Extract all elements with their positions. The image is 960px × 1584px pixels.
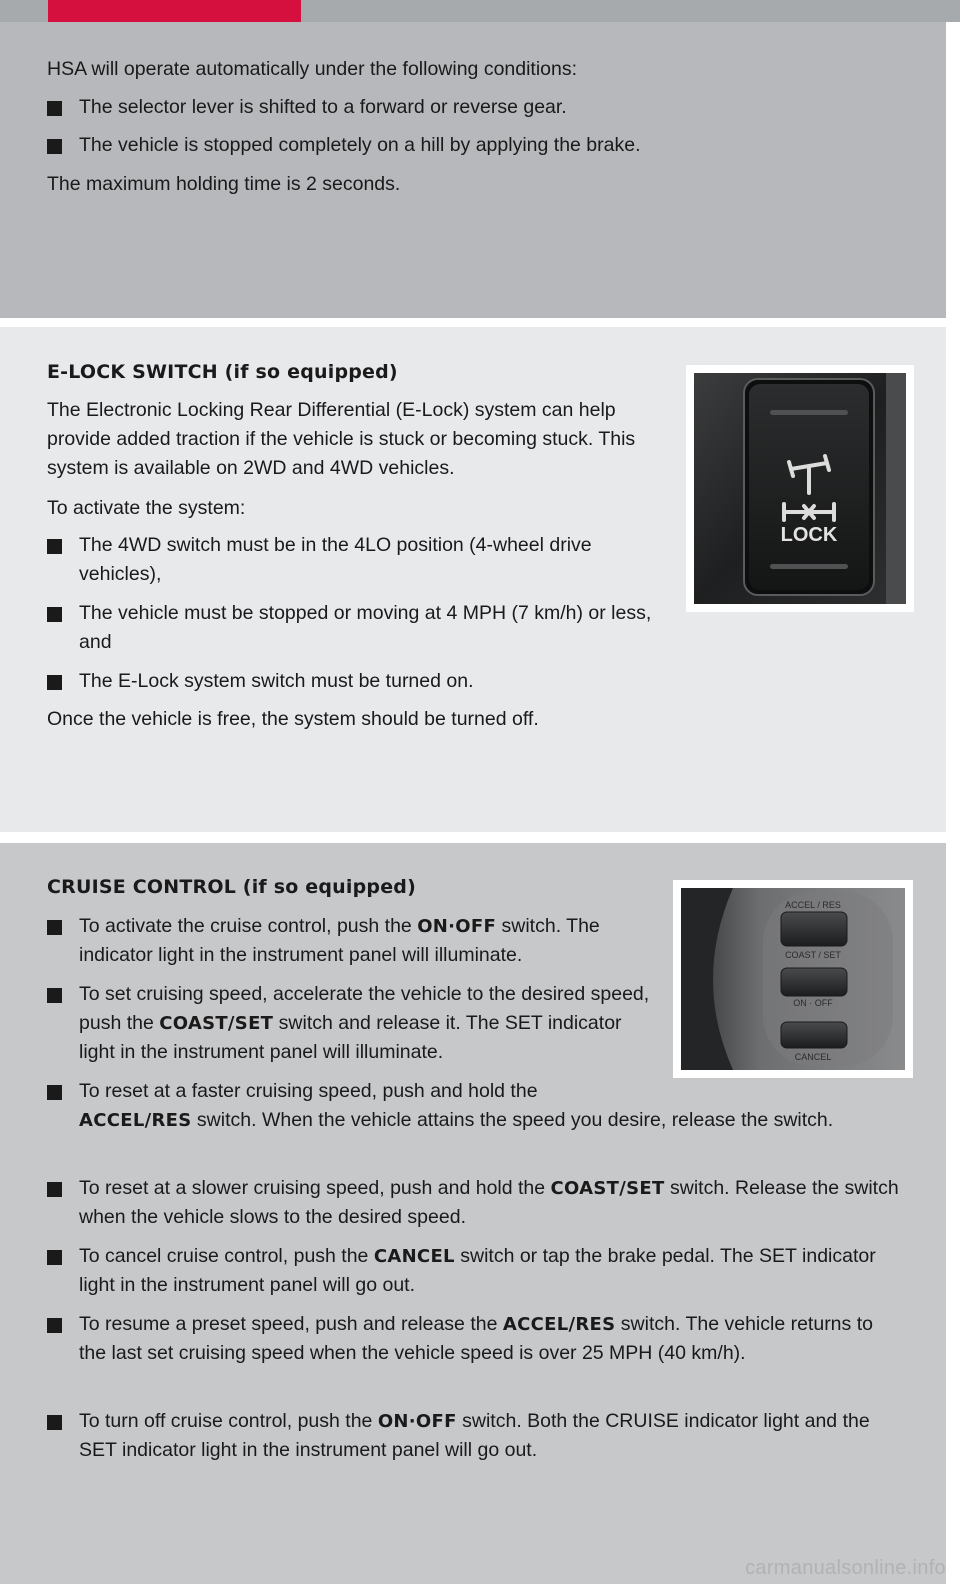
cruise-heading: CRUISE CONTROL (if so equipped) <box>47 876 416 898</box>
coast-set-switch <box>781 968 847 996</box>
bullet-square-icon <box>47 920 62 935</box>
section-tab-accent <box>48 0 301 22</box>
bullet-square-icon <box>47 539 62 554</box>
bullet-square-icon <box>47 1250 62 1265</box>
cruise-bullet: To resume a preset speed, push and release the ACCEL/RES switch. The vehicle returns to the last set cruising speed when the vehicle speed is over 25 MPH (40 km/h). <box>47 1310 877 1368</box>
cruise-bullet: To cancel cruise control, push the CANCEL switch or tap the brake pedal. The SET indicator light in the instrument panel will go out. <box>47 1242 907 1300</box>
bullet-square-icon <box>47 988 62 1003</box>
cruise-bullet-continued: ACCEL/RES switch. When the vehicle attains the speed you desire, release the switch. <box>79 1109 834 1131</box>
elock-bullet: The E-Lock system switch must be turned on. <box>47 667 677 696</box>
bullet-square-icon <box>47 1085 62 1100</box>
elock-description: The Electronic Locking Rear Differential (E-Lock) system can help provide added traction if the vehicle is stuck or becoming stuck. This system is available on 2WD and 4WD vehicles. <box>47 399 636 479</box>
hsa-bullet: The selector lever is shifted to a forward or reverse gear. <box>47 93 747 122</box>
elock-activate-label: To activate the system: <box>47 497 246 519</box>
elock-switch-photo <box>686 365 914 612</box>
elock-closing: Once the vehicle is free, the system should be turned off. <box>47 708 539 730</box>
hsa-bullet: The vehicle is stopped completely on a hill by applying the brake. <box>47 131 747 160</box>
on-off-switch <box>781 1022 847 1048</box>
elock-switch-image <box>686 365 914 612</box>
bullet-square-icon <box>47 607 62 622</box>
svg-text:COAST / SET: COAST / SET <box>785 950 841 960</box>
hsa-note: The maximum holding time is 2 seconds. <box>47 173 401 195</box>
hsa-intro: HSA will operate automatically under the following conditions: <box>47 58 578 80</box>
cruise-bullet: To set cruising speed, accelerate the vehicle to the desired speed, push the COAST/SET switch and release it. The SET indicator light in the instrument panel will illuminate. <box>47 980 662 1067</box>
svg-text:ACCEL / RES: ACCEL / RES <box>785 900 841 910</box>
bullet-square-icon <box>47 1182 62 1197</box>
bullet-square-icon <box>47 1318 62 1333</box>
accel-res-switch <box>781 912 847 946</box>
cruise-bullet: To turn off cruise control, push the ON·OFF switch. Both the CRUISE indicator light and the SET indicator light in the instrument panel will go out. <box>47 1407 907 1465</box>
svg-text:CANCEL: CANCEL <box>794 1052 832 1062</box>
bullet-square-icon <box>47 139 62 154</box>
elock-bullet: The 4WD switch must be in the 4LO position (4-wheel drive vehicles), <box>47 531 677 589</box>
elock-bullet: The vehicle must be stopped or moving at 4 MPH (7 km/h) or less, and <box>47 599 677 657</box>
cruise-switch-photo <box>673 880 913 1078</box>
lock-label: LOCK <box>780 524 838 546</box>
bullet-square-icon <box>47 1415 62 1430</box>
cruise-bullet: To reset at a faster cruising speed, push and hold the <box>47 1077 907 1106</box>
cruise-bullet: To reset at a slower cruising speed, push and hold the COAST/SET switch. Release the switch when the vehicle slows to the desired speed. <box>47 1174 907 1232</box>
bullet-square-icon <box>47 675 62 690</box>
elock-heading: E-LOCK SWITCH (if so equipped) <box>47 361 398 383</box>
bullet-square-icon <box>47 101 62 116</box>
cruise-switch-image <box>673 880 913 1078</box>
cruise-bullet: To activate the cruise control, push the ON·OFF switch. The indicator light in the instrument panel will illuminate. <box>47 912 662 970</box>
watermark: carmanualsonline.info <box>745 1557 946 1579</box>
svg-text:ON · OFF: ON · OFF <box>793 998 833 1008</box>
